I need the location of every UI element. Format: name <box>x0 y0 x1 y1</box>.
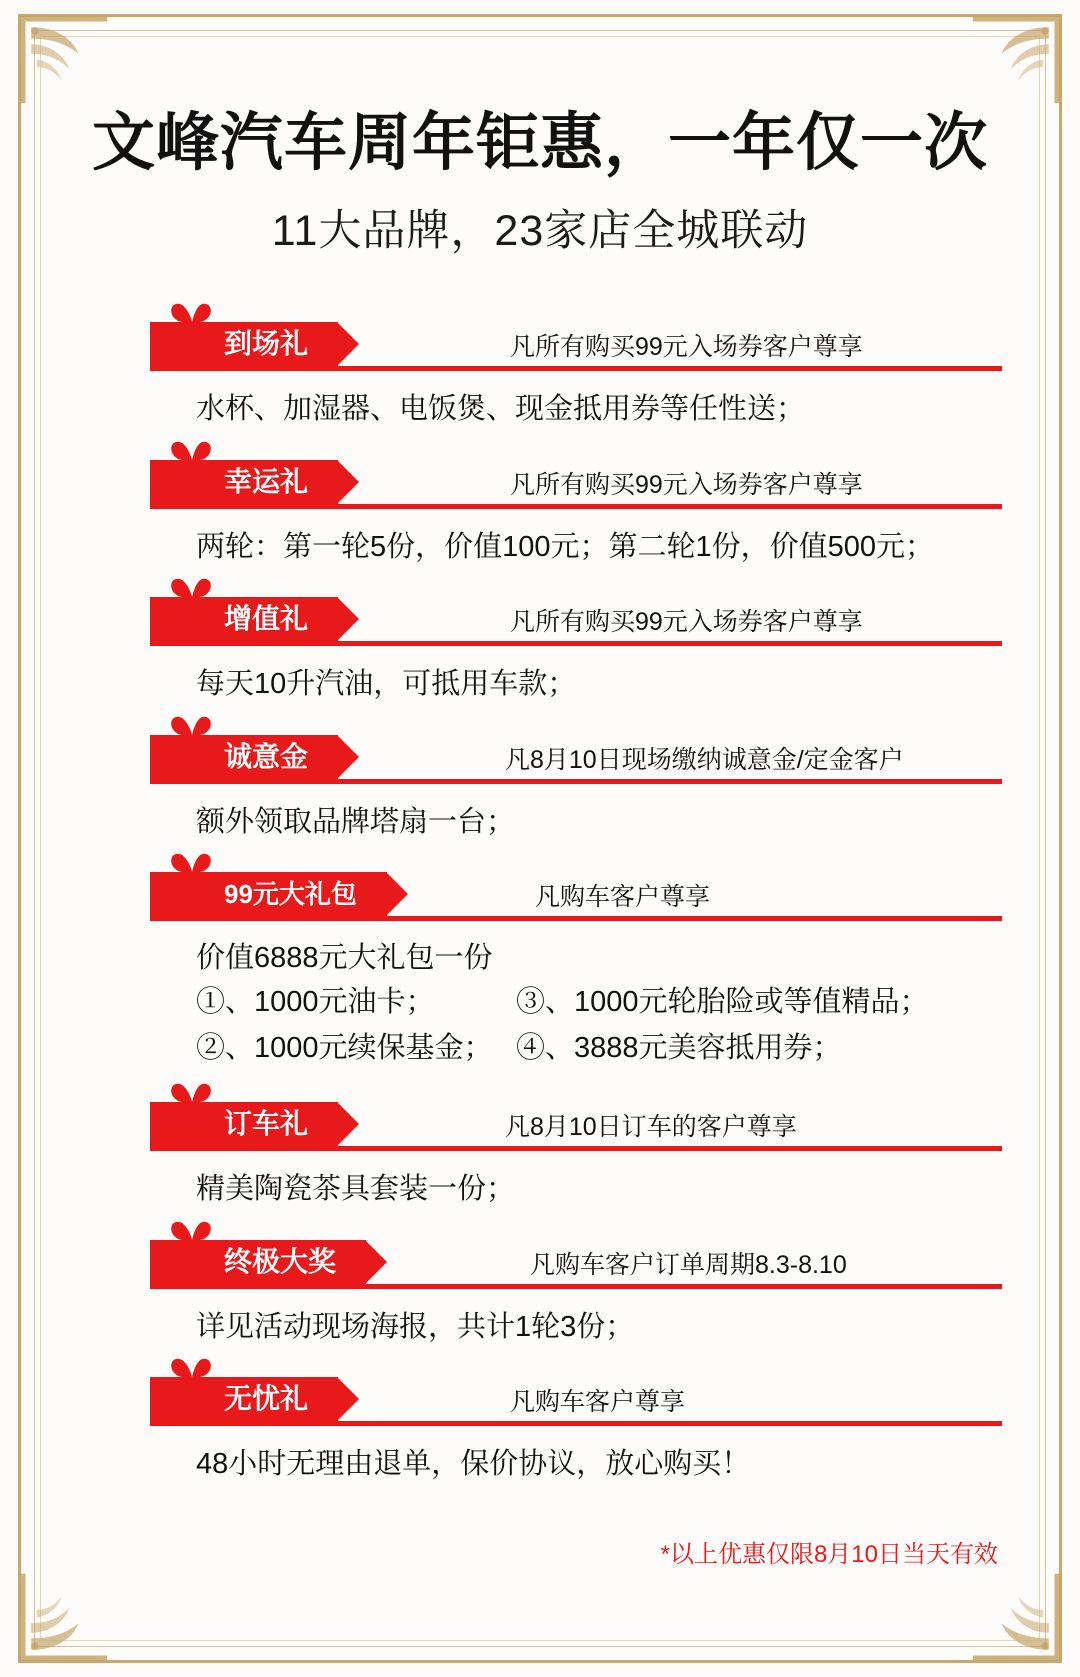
gift-body: 两轮：第一轮5份，价值100元；第二轮1份，价值500元； <box>196 530 935 563</box>
page-subtitle: 11大品牌，23家店全城联动 <box>271 206 809 255</box>
gift-tagline: 凡购车客户订单周期8.3-8.10 <box>530 1250 847 1279</box>
gift-badge: 无忧礼 <box>150 1377 338 1421</box>
gift-badge: 终极大奖 <box>150 1240 366 1284</box>
gift-tagline: 凡购车客户尊享 <box>535 883 711 911</box>
corner-ornament-icon <box>16 1570 111 1665</box>
gift-tagline: 凡8月10日现场缴纳诚意金/定金客户 <box>505 745 904 774</box>
gift-badge: 订车礼 <box>150 1102 338 1146</box>
gift-body: 精美陶瓷茶具套装一份； <box>196 1173 516 1206</box>
gift-package-details <box>150 936 1010 1070</box>
gift-tagline: 凡所有购买99元入场券客户尊享 <box>510 333 863 361</box>
gift-section <box>150 713 1010 845</box>
gift-tagline: 凡所有购买99元入场券客户尊享 <box>510 608 863 636</box>
gift-tagline: 凡8月10日订车的客户尊享 <box>505 1113 797 1142</box>
gift-ribbon-row <box>150 1355 1010 1429</box>
corner-ornament-icon <box>16 12 111 107</box>
gift-body: 详见活动现场海报，共计1轮3份； <box>196 1310 635 1343</box>
gift-section <box>150 1218 1010 1350</box>
package-item: ①、1000元油卡； <box>196 986 435 1019</box>
gift-section <box>150 575 1010 707</box>
divider-rule <box>150 641 1002 646</box>
page-title: 文峰汽车周年钜惠，一年仅一次 <box>92 108 988 178</box>
package-item: ③、1000元轮胎险或等值精品； <box>516 986 929 1019</box>
corner-ornament-icon <box>969 12 1064 107</box>
divider-rule <box>150 1284 1002 1289</box>
gift-section <box>150 438 1010 570</box>
gift-ribbon-row <box>150 438 1010 512</box>
gift-body: 额外领取品牌塔扇一台； <box>196 805 516 838</box>
gift-ribbon-row <box>150 1218 1010 1292</box>
footnote-disclaimer: *以上优惠仅限8月10日当天有效 <box>660 1541 998 1568</box>
package-item: ②、1000元续保基金； <box>196 1032 493 1065</box>
gift-badge: 99元大礼包 <box>150 872 387 916</box>
divider-rule <box>150 366 1002 371</box>
gift-body: 48小时无理由退单，保价协议，放心购买！ <box>196 1448 751 1481</box>
package-items-grid <box>196 980 1010 1070</box>
divider-rule <box>150 1421 1002 1426</box>
gift-badge: 到场礼 <box>150 322 338 366</box>
gift-tagline: 凡所有购买99元入场券客户尊享 <box>510 470 863 499</box>
divider-rule <box>150 1146 1002 1151</box>
divider-rule <box>150 779 1002 784</box>
gift-section <box>150 1080 1010 1212</box>
gift-badge: 增值礼 <box>150 597 338 641</box>
gift-ribbon-row <box>150 850 1010 924</box>
gift-ribbon-row <box>150 713 1010 787</box>
gift-ribbon-row <box>150 575 1010 649</box>
gift-section <box>150 850 1010 1070</box>
divider-rule <box>150 916 1002 921</box>
divider-rule <box>150 504 1002 509</box>
gift-badge: 幸运礼 <box>150 460 338 504</box>
gift-body: 每天10升汽油，可抵用车款； <box>196 668 577 700</box>
corner-ornament-icon <box>969 1570 1064 1665</box>
gift-badge: 诚意金 <box>150 735 338 779</box>
gift-section <box>150 300 1010 432</box>
poster-header <box>0 108 1080 258</box>
gift-sections <box>150 300 1010 1493</box>
gift-tagline: 凡购车客户尊享 <box>510 1388 686 1417</box>
gift-ribbon-row <box>150 300 1010 374</box>
package-heading: 价值6888元大礼包一份 <box>196 942 493 974</box>
package-item: ④、3888元美容抵用券； <box>516 1032 842 1065</box>
gift-body: 水杯、加湿器、电饭煲、现金抵用券等任性送； <box>196 393 806 425</box>
gift-section <box>150 1355 1010 1487</box>
gift-ribbon-row <box>150 1080 1010 1154</box>
